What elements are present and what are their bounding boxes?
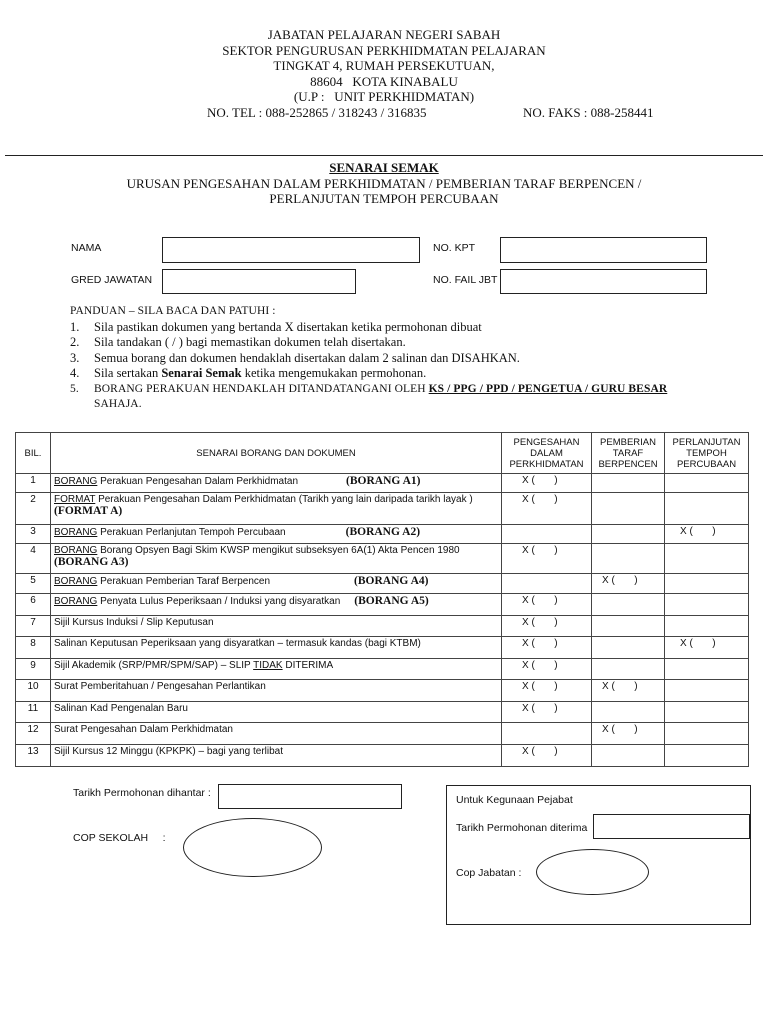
checkbox-pengesahan[interactable]: X ( )	[502, 637, 592, 659]
guide-item	[70, 351, 730, 367]
cell-pengesahan[interactable]	[502, 723, 592, 745]
row-document-type: BORANG	[54, 476, 98, 487]
cell-pengesahan[interactable]	[502, 525, 592, 544]
row-document-text: Sijil Akademik (SRP/PMR/SPM/SAP) – SLIP	[54, 660, 254, 671]
no-kpt-field[interactable]	[500, 237, 707, 263]
letterhead-line-1: JABATAN PELAJARAN NEGERI SABAH	[267, 27, 501, 42]
cell-pemberian[interactable]	[592, 702, 665, 723]
table-row	[16, 594, 749, 616]
cell-pengesahan[interactable]	[502, 574, 592, 594]
title-block	[0, 160, 768, 207]
row-document-text: Sijil Kursus Induksi / Slip Keputusan	[51, 616, 502, 637]
guide-item	[70, 320, 730, 336]
no-fail-field[interactable]	[500, 269, 707, 294]
row-number: 5	[16, 574, 51, 594]
table-row	[16, 493, 749, 525]
row-document-type: FORMAT	[54, 494, 96, 505]
row-document-text: Salinan Kad Pengenalan Baru	[51, 702, 502, 723]
row-document-text: Perakuan Pengesahan Dalam Perkhidmatan	[97, 476, 299, 487]
row-number: 10	[16, 680, 51, 702]
no-kpt-label: NO. KPT	[433, 242, 476, 254]
nama-field[interactable]	[162, 237, 420, 263]
row-number: 2	[16, 493, 51, 525]
nama-label: NAMA	[71, 242, 102, 254]
row-number: 9	[16, 659, 51, 680]
cop-jabatan-label: Cop Jabatan :	[456, 867, 522, 879]
guide-item-text: Sila sertakan	[94, 366, 162, 380]
row-number: 6	[16, 594, 51, 616]
table-row	[16, 637, 749, 659]
cell-perlanjutan[interactable]	[665, 493, 749, 525]
guide-item-text: BORANG PERAKUAN HENDAKLAH DITANDATANGANI OLEH	[94, 382, 429, 395]
letterhead-line-2: SEKTOR PENGURUSAN PERKHIDMATAN PELAJARAN	[222, 42, 546, 58]
guide-item	[70, 366, 730, 382]
checkbox-pemberian[interactable]: X ( )	[592, 574, 665, 594]
checkbox-pengesahan[interactable]: X ( )	[502, 474, 592, 493]
cell-pemberian[interactable]	[592, 474, 665, 493]
cell-pemberian[interactable]	[592, 594, 665, 616]
checkbox-pengesahan[interactable]: X ( )	[502, 616, 592, 637]
row-document	[51, 474, 502, 493]
telephone-numbers: NO. TEL : 088-252865 / 318243 / 316835	[207, 104, 427, 120]
row-document-text: Borang Opsyen Bagi Skim KWSP mengikut subseksyen 6A(1) Akta Pencen 1980	[97, 545, 460, 556]
row-document-text: DITERIMA	[282, 660, 334, 671]
tarikh-terima-field[interactable]	[593, 814, 750, 839]
row-document	[51, 544, 502, 574]
row-number: 11	[16, 702, 51, 723]
cell-pemberian[interactable]	[592, 544, 665, 574]
checkbox-pengesahan[interactable]: X ( )	[502, 680, 592, 702]
row-number: 8	[16, 637, 51, 659]
table-row	[16, 680, 749, 702]
header-document-list: SENARAI BORANG DAN DOKUMEN	[51, 433, 502, 474]
guide-item-text: Semua borang dan dokumen hendaklah disertakan dalam 2 salinan dan DISAHKAN.	[94, 350, 520, 365]
tarikh-hantar-field[interactable]	[218, 784, 402, 809]
row-document-type: BORANG	[54, 527, 98, 538]
guide-item-emphasis: Senarai Semak	[161, 366, 242, 380]
cell-perlanjutan[interactable]	[665, 680, 749, 702]
row-document-text: Sijil Kursus 12 Minggu (KPKPK) – bagi yang terlibat	[51, 745, 502, 767]
guide-item-emphasis: KS / PPG / PPD / PENGETUA / GURU BESAR	[428, 382, 668, 395]
guide-item	[70, 382, 730, 413]
header-divider	[5, 155, 763, 156]
guide-item	[70, 335, 730, 351]
cell-pemberian[interactable]	[592, 493, 665, 525]
letterhead-line-5: (U.P : UNIT PERKHIDMATAN)	[293, 89, 475, 104]
row-number: 7	[16, 616, 51, 637]
table-row	[16, 525, 749, 544]
cell-pemberian[interactable]	[592, 659, 665, 680]
row-document	[51, 574, 502, 594]
gred-jawatan-label: GRED JAWATAN	[71, 274, 153, 286]
letterhead-line-3: TINGKAT 4, RUMAH PERSEKUTUAN,	[273, 58, 495, 73]
guide-item-text: ketika mengemukakan permohonan.	[241, 366, 427, 380]
cop-sekolah-label: COP SEKOLAH :	[73, 832, 166, 844]
checkbox-pengesahan[interactable]: X ( )	[502, 745, 592, 767]
row-document-text: Perakuan Pengesahan Dalam Perkhidmatan (Tarikh yang lain daripada tarikh layak )	[95, 494, 473, 505]
guide-list	[70, 320, 730, 413]
checkbox-pengesahan[interactable]: X ( )	[502, 659, 592, 680]
row-document-text: Perakuan Pemberian Taraf Berpencen	[97, 576, 271, 587]
office-use-title: Untuk Kegunaan Pejabat	[456, 794, 573, 806]
cell-perlanjutan[interactable]	[665, 594, 749, 616]
guide-item-number: 1.	[70, 319, 80, 334]
letterhead	[0, 27, 768, 121]
no-fail-label: NO. FAIL JBT	[433, 274, 498, 286]
row-number: 13	[16, 745, 51, 767]
row-form-code: (BORANG A3)	[54, 556, 129, 568]
contact-row	[0, 105, 768, 121]
header-perlanjutan: PERLANJUTAN TEMPOH PERCUBAAN	[665, 433, 749, 474]
checkbox-pengesahan[interactable]: X ( )	[502, 544, 592, 574]
row-document-text: Surat Pemberitahuan / Pengesahan Perlantikan	[51, 680, 502, 702]
cell-perlanjutan[interactable]	[665, 544, 749, 574]
row-form-code: (BORANG A2)	[345, 526, 421, 538]
document-checklist-table	[15, 432, 749, 767]
row-document-text: Salinan Keputusan Peperiksaan yang disyaratkan – termasuk kandas (bagi KTBM)	[51, 637, 502, 659]
cop-jabatan-stamp-area[interactable]	[536, 849, 649, 895]
row-document-type: BORANG	[54, 576, 98, 587]
table-row	[16, 574, 749, 594]
table-row	[16, 723, 749, 745]
row-document-type: BORANG	[54, 545, 98, 556]
cell-perlanjutan[interactable]	[665, 723, 749, 745]
guide-item-text: Sila tandakan ( / ) bagi memastikan dokumen telah disertakan.	[94, 335, 406, 349]
guide-item-number: 4.	[70, 366, 80, 380]
cell-perlanjutan[interactable]	[665, 474, 749, 493]
table-row	[16, 702, 749, 723]
cell-perlanjutan[interactable]	[665, 659, 749, 680]
guide-item-number: 2.	[70, 335, 80, 349]
checkbox-pemberian[interactable]: X ( )	[592, 680, 665, 702]
guide-item-text: Sila pastikan dokumen yang bertanda X disertakan ketika permohonan dibuat	[94, 319, 482, 334]
row-document-text: Penyata Lulus Peperiksaan / Induksi yang disyaratkan	[97, 596, 341, 607]
table-row	[16, 544, 749, 574]
table-row	[16, 659, 749, 680]
checkbox-pengesahan[interactable]: X ( )	[502, 594, 592, 616]
cell-perlanjutan[interactable]	[665, 745, 749, 767]
cell-pemberian[interactable]	[592, 616, 665, 637]
row-document	[51, 525, 502, 544]
checkbox-perlanjutan[interactable]: X ( )	[665, 525, 749, 544]
cell-pemberian[interactable]	[592, 637, 665, 659]
row-document-emphasis: TIDAK	[253, 660, 283, 671]
guide-item-number: 3.	[70, 350, 80, 365]
table-row	[16, 616, 749, 637]
row-number: 3	[16, 525, 51, 544]
row-form-code: (BORANG A1)	[346, 475, 421, 487]
row-number: 12	[16, 723, 51, 745]
row-number: 4	[16, 544, 51, 574]
row-form-code: (BORANG A5)	[354, 595, 429, 607]
guide-heading: PANDUAN – SILA BACA DAN PATUHI :	[70, 305, 276, 317]
row-number: 1	[16, 474, 51, 493]
header-pengesahan: PENGESAHAN DALAM PERKHIDMATAN	[502, 433, 592, 474]
tarikh-hantar-label: Tarikh Permohonan dihantar :	[73, 787, 211, 799]
cell-perlanjutan[interactable]	[665, 702, 749, 723]
header-pemberian: PEMBERIAN TARAF BERPENCEN	[592, 433, 665, 474]
header-bil: BIL.	[16, 433, 51, 474]
checkbox-perlanjutan[interactable]: X ( )	[665, 637, 749, 659]
row-document-type: BORANG	[54, 596, 98, 607]
guide-item-text: SAHAJA.	[94, 398, 142, 410]
cop-sekolah-stamp-area[interactable]	[183, 818, 322, 877]
table-header-row	[16, 433, 749, 474]
page-title: SENARAI SEMAK	[329, 160, 439, 175]
row-document	[51, 594, 502, 616]
row-document-text: Surat Pengesahan Dalam Perkhidmatan	[51, 723, 502, 745]
checkbox-pemberian[interactable]: X ( )	[592, 723, 665, 745]
table-row	[16, 474, 749, 493]
tarikh-terima-label: Tarikh Permohonan diterima	[456, 822, 588, 834]
row-document-text: Perakuan Perlanjutan Tempoh Percubaan	[97, 527, 286, 538]
title-subtitle-1: URUSAN PENGESAHAN DALAM PERKHIDMATAN / PEMBERIAN TARAF BERPENCEN /	[126, 175, 642, 191]
gred-jawatan-field[interactable]	[162, 269, 356, 294]
fax-number: NO. FAKS : 088-258441	[523, 104, 654, 120]
office-use-box	[446, 785, 751, 925]
cell-pemberian[interactable]	[592, 525, 665, 544]
letterhead-line-4: 88604 KOTA KINABALU	[310, 73, 458, 89]
row-document	[51, 659, 502, 680]
table-row	[16, 745, 749, 767]
row-document	[51, 493, 502, 525]
row-form-code: (FORMAT A)	[54, 505, 123, 517]
cell-pemberian[interactable]	[592, 745, 665, 767]
cell-perlanjutan[interactable]	[665, 574, 749, 594]
title-subtitle-2: PERLANJUTAN TEMPOH PERCUBAAN	[269, 191, 499, 206]
checkbox-pengesahan[interactable]: X ( )	[502, 493, 592, 525]
guide-item-number: 5.	[70, 382, 79, 395]
row-form-code: (BORANG A4)	[354, 575, 429, 587]
cell-perlanjutan[interactable]	[665, 616, 749, 637]
guide-section	[70, 304, 730, 413]
checkbox-pengesahan[interactable]: X ( )	[502, 702, 592, 723]
